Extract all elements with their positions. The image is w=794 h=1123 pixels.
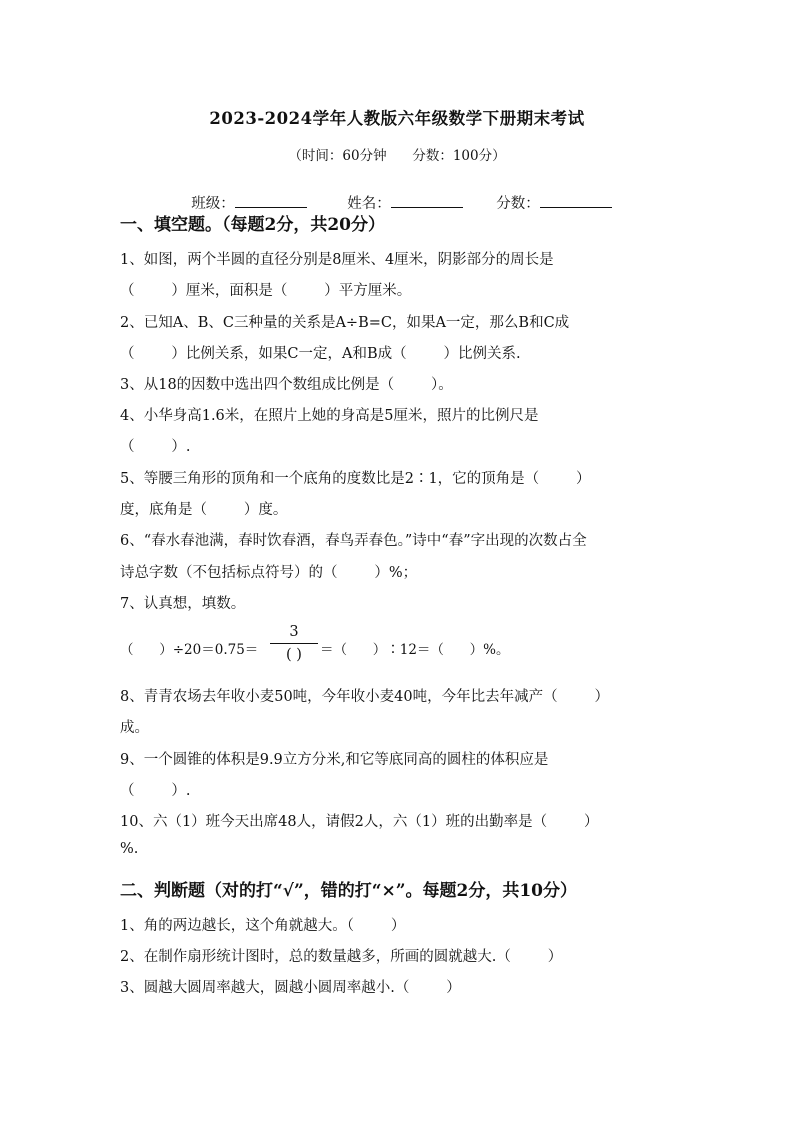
score-blank <box>540 193 612 208</box>
question-line: 2、已知A、B、C三种量的关系是A÷B=C，如果A一定，那么B和C成 <box>120 315 570 331</box>
equation-right: ＝（ ）∶12＝（ ）%。 <box>320 642 510 658</box>
question-line: （ ）. <box>120 783 191 799</box>
fraction-denominator: ( ) <box>286 647 302 663</box>
question-line: 成。 <box>120 720 149 736</box>
name-field <box>338 176 463 213</box>
score-label: 分数： <box>496 196 540 212</box>
question-line: 1、角的两边越长，这个角就越大。（ ） <box>120 918 406 934</box>
question-line: （ ）. <box>120 439 191 455</box>
question-line: 3、从18的因数中选出四个数组成比例是（ ）。 <box>120 377 453 393</box>
name-label: 姓名： <box>347 196 391 212</box>
score-field <box>487 176 612 213</box>
fraction <box>270 623 318 664</box>
question-line: 4、小华身高1.6米，在照片上她的身高是5厘米，照片的比例尺是 <box>120 408 539 424</box>
question-line: （ ）厘米，面积是（ ）平方厘米。 <box>120 283 412 299</box>
question-line: 2、在制作扇形统计图时，总的数量越多，所画的圆就越大.（ ） <box>120 949 563 965</box>
question-line: （ ）比例关系，如果C一定，A和B成（ ）比例关系. <box>120 346 521 362</box>
question-line: 度，底角是（ ）度。 <box>120 502 288 518</box>
section2-heading: 二、判断题（对的打“√”，错的打“×”。每题2分，共10分） <box>120 881 578 901</box>
equation-left: （ ）÷20＝0.75＝ <box>120 642 259 658</box>
question-line: 9、一个圆锥的体积是9.9立方分米,和它等底同高的圆柱的体积应是 <box>120 752 549 768</box>
class-field <box>182 176 307 213</box>
exam-time-score: （时间：60分钟 分数：100分） <box>288 148 506 164</box>
question-line: 1、如图，两个半圆的直径分别是8厘米、4厘米，阴影部分的周长是 <box>120 252 554 268</box>
section1-heading: 一、填空题。（每题2分，共20分） <box>120 215 385 235</box>
question-line: 7、认真想，填数。 <box>120 596 246 612</box>
fraction-bar <box>270 643 318 644</box>
question-line: 6、“春水春池满，春时饮春酒，春鸟弄春色。”诗中“春”字出现的次数占全 <box>120 533 587 549</box>
question-line: %. <box>120 841 139 857</box>
question-line: 10、六（1）班今天出席48人，请假2人，六（1）班的出勤率是（ ） <box>120 814 599 830</box>
fraction-numerator: 3 <box>289 624 299 640</box>
exam-title: 2023-2024学年人教版六年级数学下册期末考试 <box>209 109 585 128</box>
class-blank <box>235 193 307 208</box>
class-label: 班级： <box>191 196 235 212</box>
question-line: 3、圆越大圆周率越大，圆越小圆周率越小.（ ） <box>120 980 461 996</box>
name-blank <box>391 193 463 208</box>
question-line: 8、青青农场去年收小麦50吨，今年收小麦40吨，今年比去年减产（ ） <box>120 689 609 705</box>
question-line: 5、等腰三角形的顶角和一个底角的度数比是2∶1，它的顶角是（ ） <box>120 471 591 487</box>
question-line: 诗总字数（不包括标点符号）的（ ）%； <box>120 565 418 581</box>
